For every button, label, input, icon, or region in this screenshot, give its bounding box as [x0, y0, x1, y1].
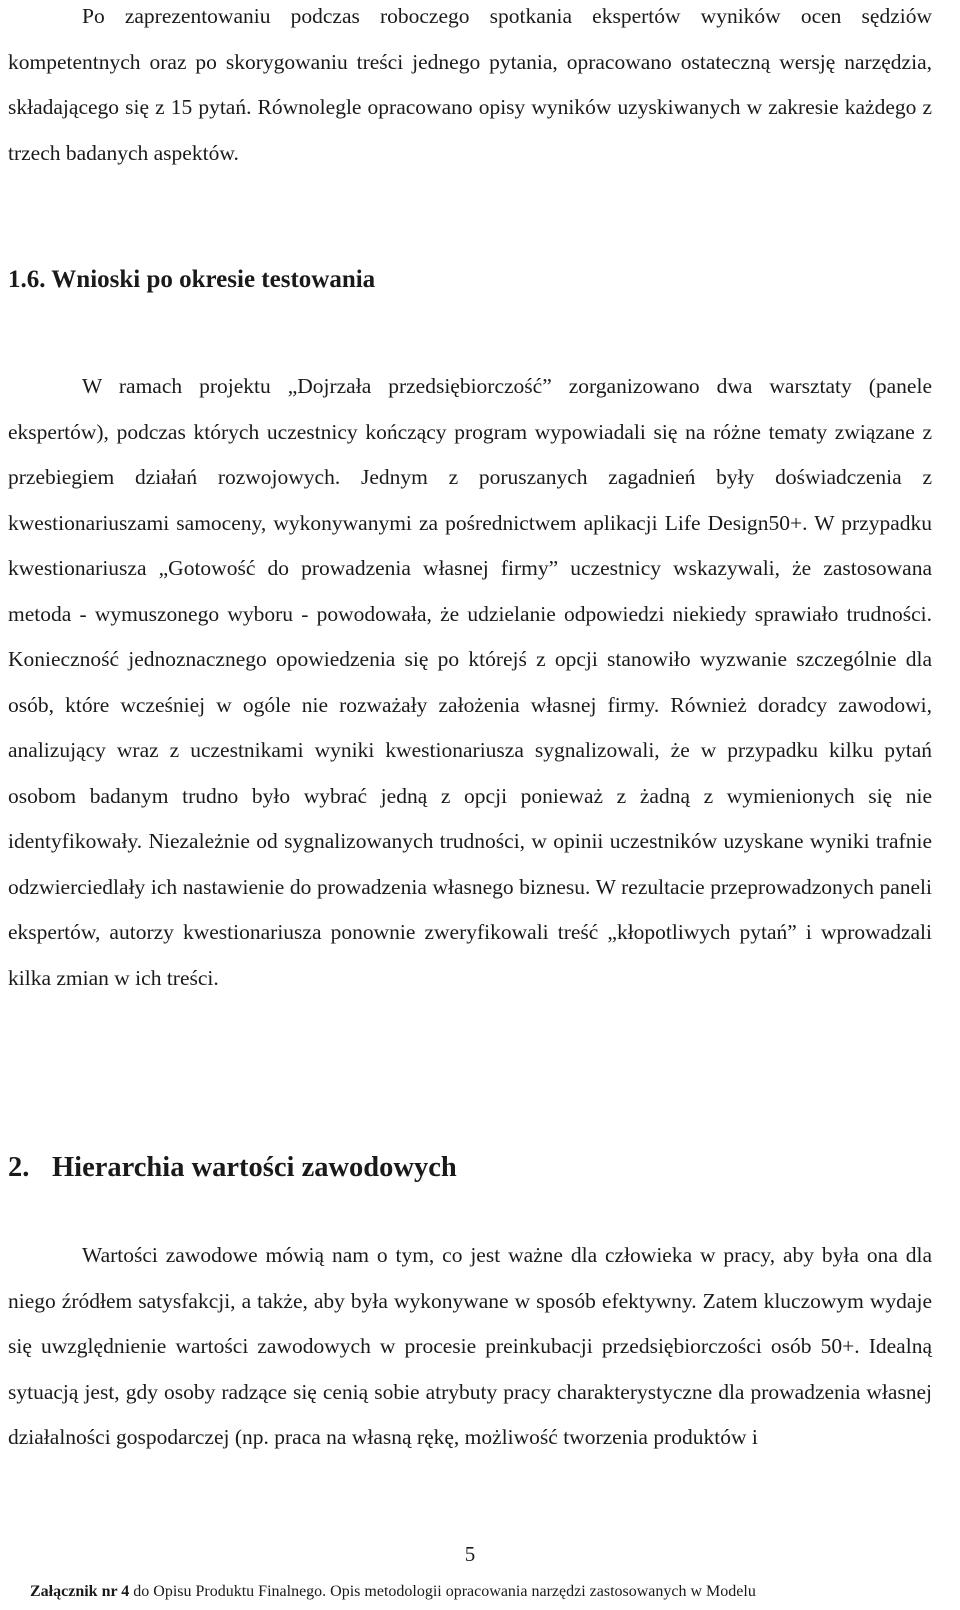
section-2-title: Hierarchia wartości zawodowych	[52, 1152, 457, 1183]
section-2-number: 2.	[8, 1152, 30, 1183]
intro-paragraph: Po zaprezentowaniu podczas roboczego spotkania ekspertów wyników ocen sędziów kompetentnych oraz po skorygowaniu treści jednego pytania, opracowano ostateczną wersję narzędzia, składającego się z 15 pytań. Równolegle opracowano opisy wyników uzyskiwanych w zakresie każdego z trzech badanych aspektów.	[8, 4, 932, 165]
section-2-paragraph: Wartości zawodowe mówią nam o tym, co jest ważne dla człowieka w pracy, aby była ona dla niego źródłem satysfakcji, a także, aby była wykonywane w sposób efektywny. Zatem kluczowym wydaje się uwzględnienie wartości zawodowych w procesie preinkubacji przedsiębiorczości osób 50+. Idealną sytuacją jest, gdy osoby radzące się cenią sobie atrybuty pracy charakterystyczne dla prowadzenia własnej działalności gospodarczej (np. praca na własną rękę, możliwość tworzenia produktów i	[8, 1243, 932, 1449]
section-1-6-paragraph: W ramach projektu „Dojrzała przedsiębiorczość” zorganizowano dwa warsztaty (panele ekspertów), podczas których uczestnicy kończący program wypowiadali się na różne tematy związane z przebiegiem działań rozwojowych. Jednym z poruszanych zagadnień były doświadczenia z kwestionariuszami samoceny, wykonywanymi za pośrednictwem aplikacji Life Design50+. W przypadku kwestionariusza „Gotowość do prowadzenia własnej firmy” uczestnicy wskazywali, że zastosowana metoda - wymuszonego wyboru - powodowała, że udzielanie odpowiedzi niekiedy sprawiało trudności. Konieczność jednoznacznego opowiedzenia się po którejś z opcji stanowiło wyzwanie szczególnie dla osób, które wcześniej w ogóle nie rozważały założenia własnej firmy. Również doradcy zawodowi, analizujący wraz z uczestnikami wyniki kwestionariusza sygnalizowali, że w przypadku kilku pytań osobom badanym trudno było wybrać jedną z opcji ponieważ z żadną z wymienionych się nie identyfikowały. Niezależnie od sygnalizowanych trudności, w opinii uczestników uzyskane wyniki trafnie odzwierciedlały ich nastawienie do prowadzenia własnego biznesu. W rezultacie przeprowadzonych paneli ekspertów, autorzy kwestionariusza ponownie zweryfikowali treść „kłopotliwych pytań” i wprowadzali kilka zmian w ich treści.	[8, 374, 932, 990]
footer-attachment-label: Załącznik nr 4	[30, 1583, 130, 1600]
page-number: 5	[464, 1542, 476, 1566]
section-2-heading	[8, 1146, 457, 1190]
footer-description: do Opisu Produktu Finalnego. Opis metodologii opracowania narzędzi zastosowanych w Modelu	[129, 1583, 756, 1600]
page-footer	[30, 1581, 934, 1603]
section-1-6-heading: 1.6. Wnioski po okresie testowania	[8, 266, 376, 293]
